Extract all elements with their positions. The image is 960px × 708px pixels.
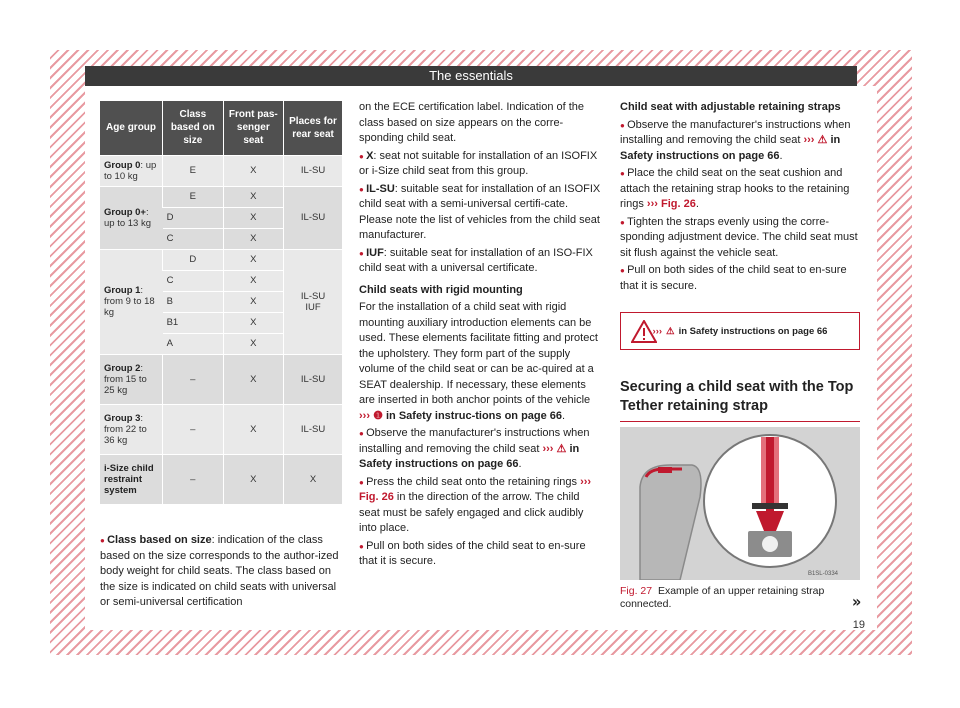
caption-text: Example of an upper retaining strap connected. — [620, 585, 825, 610]
age-group-detail: : from 22 to 36 kg — [104, 412, 147, 446]
bullet-icon — [620, 264, 627, 276]
table-cell: D — [163, 249, 224, 270]
table-cell: IL-SU — [284, 404, 342, 454]
bullet-icon — [100, 534, 107, 546]
age-group-detail: : from 9 to 18 kg — [104, 285, 155, 318]
table-cell: X — [223, 312, 284, 333]
table-cell: – — [163, 404, 224, 454]
paragraph: For the installation of a child seat with rigid mounting auxiliary introduction elements can be used. These elements facilitate fitting and protect the upholstery. They form part of the supply volume of the child seat or can be ac-quired at a SEAT dealership. If necessary, these elements are inserted in both anchor points of the vehicle — [359, 301, 598, 406]
page-header: The essentials — [85, 66, 857, 86]
age-group: Group 1 — [104, 285, 141, 296]
age-group-detail: : up to 10 kg — [104, 159, 157, 182]
table-cell: X — [223, 155, 284, 186]
info-icon: ❶ — [373, 409, 383, 422]
table-cell: B — [163, 291, 224, 312]
ref-arrow-icon[interactable]: ››› — [646, 198, 658, 210]
bullet-icon — [359, 427, 366, 439]
table-cell: IL-SU — [284, 155, 342, 186]
term: Class based on size — [107, 534, 212, 546]
bullet-icon — [620, 167, 627, 179]
table-cell: IL-SU — [284, 186, 342, 249]
warning-triangle-icon: ⚠ — [666, 325, 675, 337]
bullet-icon — [359, 150, 366, 162]
table-cell: E — [163, 155, 224, 186]
term: IUF — [366, 246, 384, 259]
table-cell: IUF — [305, 301, 321, 313]
safety-reference-link[interactable]: in Safety instructions on page 66 — [359, 442, 580, 470]
warning-triangle-icon: ⚠ — [556, 442, 567, 455]
table-cell: IL-SU — [284, 354, 342, 404]
table-row — [100, 249, 342, 270]
table-cell: X — [223, 270, 284, 291]
bullet-icon — [359, 183, 366, 195]
section-title: Securing a child seat with the Top Tether retaining strap — [620, 378, 860, 422]
term: IL-SU — [366, 182, 395, 195]
definition-text: : indication of the class based on the size corresponds to the author-ized body weight for child seats. The class based on the size is indicated on child seats with universal or semi-universal certification — [100, 534, 339, 608]
definition-text: : suitable seat for installation of an ISO-FIX child seat with a universal certificate. — [359, 246, 593, 274]
bullet-icon — [359, 476, 366, 488]
ref-arrow-icon[interactable]: ››› — [803, 134, 815, 146]
table-row — [100, 186, 342, 207]
table-cell: D — [163, 207, 224, 228]
bullet-icon — [620, 119, 627, 131]
table-cell: B1 — [163, 312, 224, 333]
age-group: Group 2 — [104, 362, 141, 374]
table-row — [100, 354, 342, 404]
figure-reference-link[interactable]: Fig. 26 — [359, 491, 394, 503]
table-cell: IL-SU — [300, 290, 326, 302]
bullet-icon — [620, 216, 627, 228]
ref-arrow-icon[interactable]: ››› — [542, 442, 554, 455]
column-middle: on the ECE certification label. Indication of the class based on size appears on the corre-sponding child seat. ● X: seat not suitable for installation of an ISOFIX or i-Size child seat from this group. ● IL-SU: suitable seat for installation of an ISOFIX child seat with a semi-universal certifi-cate. Please note the list of vehicles from the child seat manufacturer. ● IUF: suitable seat for installation of an ISO-FIX child seat with a universal certificate. Child seats with rigid mounting For the installation of a child seat with rigid mounting auxiliary introduction elements can be used. These elements facilitate fitting and protect the upholstery. They form part of the supply volume of the child seat or can be ac-quired at a SEAT dealership. If necessary, these elements are inserted in both anchor points of the vehicle ››› ❶ in Safety instruc-tions on page 66. ● Observe the manufacturer's instructions when installing and removing the child seat ››› ⚠ in Safety instructions on page 66. ● Press the child seat onto the retaining rings ››› Fig. 26 in the direction of the arrow. The child seat must be safely engaged and click audibly into place. ● Pull on both sides of the child seat to en-sure that it is secure. — [359, 100, 602, 572]
bullet-text: Observe the manufacturer's instructions when installing and removing the child seat — [359, 427, 590, 455]
table-cell: X — [223, 228, 284, 249]
table-header: Front pas-senger seat — [223, 101, 284, 155]
safety-reference-link[interactable]: in Safety instruc-tions on page 66 — [386, 409, 563, 422]
page-number: 19 — [852, 619, 865, 631]
table-cell: X — [223, 333, 284, 354]
bullet-icon — [359, 247, 366, 259]
ref-arrow-icon[interactable]: ››› — [359, 409, 370, 422]
term: X — [366, 149, 374, 162]
figure-code: B1SL-0334 — [807, 571, 838, 577]
age-group: Group 0 — [104, 159, 141, 171]
bullet-text: Tighten the straps evenly using the corre-sponding adjustment device. The child seat must sit flush against the vehicle seat. — [620, 215, 858, 259]
table-cell: C — [163, 270, 224, 291]
paragraph: on the ECE certification label. Indication of the class based on size appears on the corre-sponding child seat. — [359, 101, 585, 144]
safety-warning-box — [620, 312, 860, 350]
table-cell: C — [163, 228, 224, 249]
table-cell: – — [163, 454, 224, 504]
definition-text: : seat not suitable for installation of an ISOFIX or i-Size child seat from this group. — [359, 149, 598, 177]
table-cell: X — [223, 249, 284, 270]
table-cell: A — [163, 333, 224, 354]
warning-triangle-icon: ⚠ — [817, 134, 828, 146]
table-header: Class based on size — [163, 101, 224, 155]
table-header: Age group — [100, 101, 163, 155]
table-cell: X — [223, 291, 284, 312]
safety-reference-link[interactable]: in Safety instructions on page 66 — [678, 325, 828, 337]
table-row — [100, 155, 342, 186]
continue-arrow-icon: » — [852, 592, 862, 611]
table-cell: X — [223, 354, 284, 404]
column-right: Child seat with adjustable retaining straps ● Observe the manufacturer's instructions when installing and removing the child seat ››› ⚠ in Safety instructions on page 66. ● Place the child seat on the seat cushion and attach the retaining strap hooks to the retaining rings ››› Fig. 26. ● Tighten the straps evenly using the corre-sponding adjustment device. The child seat must sit flush against the vehicle seat. ● Pull on both sides of the child seat to en-sure that it is secure. — [620, 100, 860, 296]
table-cell: X — [223, 404, 284, 454]
subheading: Child seat with adjustable retaining straps — [620, 101, 841, 113]
definition-text: : suitable seat for installation of an ISOFIX child seat with a semi-universal certifi-cate. Please note the list of vehicles from the child seat manufacturer. — [359, 182, 601, 241]
bullet-text: Pull on both sides of the child seat to en-sure that it is secure. — [620, 264, 847, 292]
ref-arrow-icon[interactable]: ››› — [652, 325, 663, 337]
child-seat-table — [100, 101, 342, 504]
age-group: Group 3 — [104, 412, 141, 424]
table-row — [100, 404, 342, 454]
age-group-detail: : up to 13 kg — [104, 206, 152, 229]
figure-reference-link[interactable]: Fig. 26 — [660, 198, 696, 210]
age-group: Group 0+ — [104, 206, 146, 218]
table-cell: X — [223, 186, 284, 207]
ref-arrow-icon[interactable]: ››› — [580, 475, 592, 488]
top-tether-illustration — [620, 427, 860, 580]
bullet-text: in the direction of the arrow. The child seat must be safely engaged and click audibly into place. — [359, 491, 584, 534]
table-cell: E — [163, 186, 224, 207]
bullet-text: Pull on both sides of the child seat to en-sure that it is secure. — [359, 539, 586, 567]
table-row — [100, 454, 342, 504]
bullet-icon — [359, 540, 366, 552]
figure-label: Fig. 27 — [620, 585, 653, 597]
table-cell: – — [163, 354, 224, 404]
table-cell: X — [284, 454, 342, 504]
safety-reference-link[interactable]: in Safety instructions on page 66 — [620, 134, 841, 162]
figure-caption — [620, 585, 850, 611]
table-header-row — [100, 101, 342, 155]
bullet-text: Press the child seat onto the retaining rings — [366, 475, 578, 488]
age-group: i-Size child restraint system — [104, 462, 154, 496]
figure-27-image — [620, 427, 860, 580]
age-group-detail: : from 15 to 25 kg — [104, 362, 147, 396]
table-cell: X — [223, 207, 284, 228]
bullet-text: Observe the manufacturer's instructions when installing and removing the child seat — [620, 118, 851, 146]
bullet-text: Place the child seat on the seat cushion and attach the retaining strap hooks to the retaining rings — [620, 167, 850, 210]
class-definition — [100, 533, 342, 613]
warning-triangle-icon — [631, 320, 657, 343]
subheading: Child seats with rigid mounting — [359, 283, 523, 296]
table-header: Places for rear seat — [284, 101, 342, 155]
table-cell: X — [223, 454, 284, 504]
